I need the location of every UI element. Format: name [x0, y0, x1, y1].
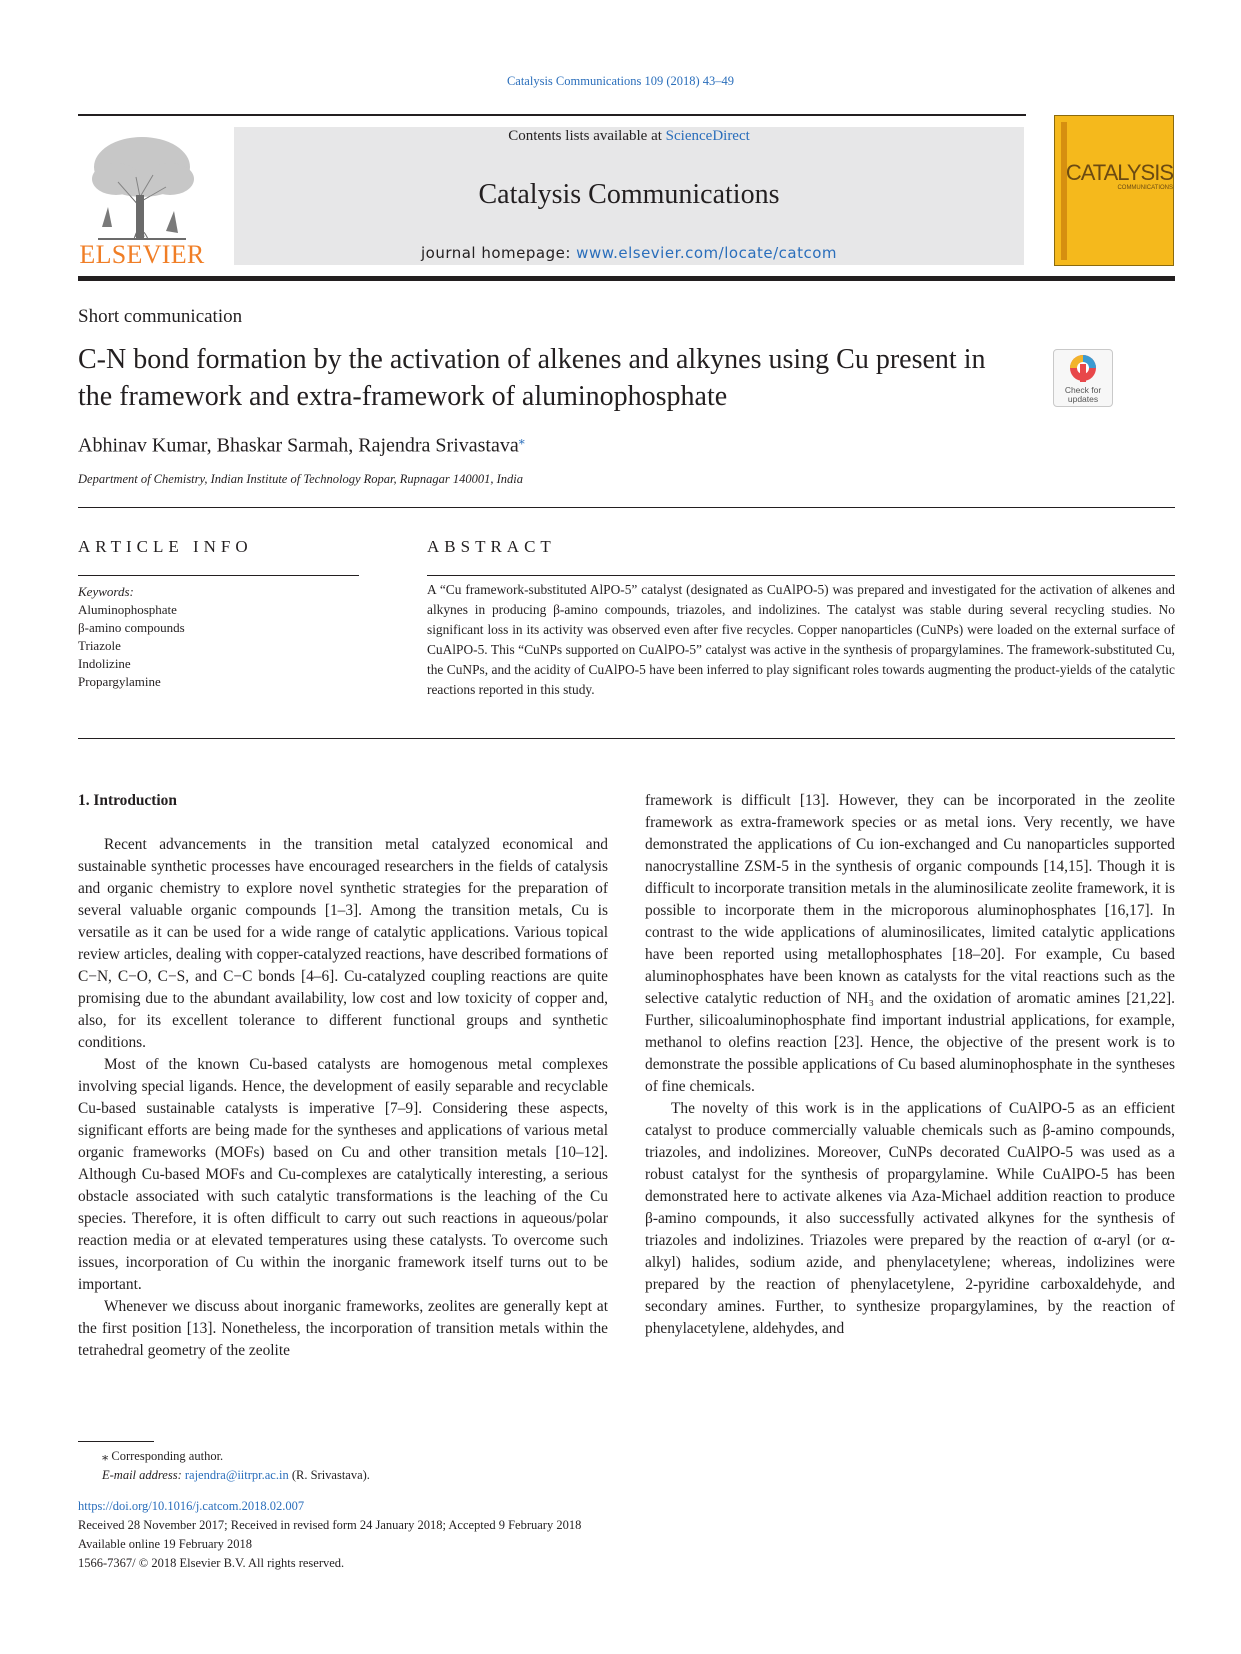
top-rule	[78, 114, 1026, 116]
footnote-mark: ⁎	[102, 1449, 109, 1463]
email-label: E-mail address:	[102, 1468, 185, 1482]
email-suffix: (R. Srivastava).	[288, 1468, 370, 1482]
abstract-text: A “Cu framework-substituted AlPO-5” catalyst (designated as CuAlPO-5) was prepared and investigated for the activation of alkenes and alkynes in producing β-amino compounds, triazoles, and indolizines. The catalyst was stable during several recycling studies. No significant loss in its activity was observed even after five recycles. Copper nanoparticles (CuNPs) were loaded on the external surface of CuAlPO-5. This “CuNPs supported on CuAlPO-5” catalyst was active in the synthesis of propargylamines. The framework-substituted Cu, the CuNPs, and the acidity of CuAlPO-5 have been inferred to play significant roles towards augmenting the product-yields of the catalytic reactions reported in this study.	[427, 582, 1175, 697]
body-column-left	[78, 790, 608, 1362]
check-for-updates-button[interactable]	[1053, 349, 1113, 407]
check-for-updates-label: Check for updates	[1064, 385, 1102, 404]
article-info-heading: ARTICLE INFO	[78, 537, 253, 556]
corresponding-text: Corresponding author.	[111, 1449, 224, 1463]
body-paragraph: Recent advancements in the transition metal catalyzed economical and sustainable synthetic processes have encouraged researchers in the fields of catalysis and organic chemistry to explore novel synthetic strategies for the preparation of several valuable organic compounds [1–3]. Among the transition metals, Cu is versatile as it can be used for a wide range of catalytic applications. Various topical review articles, dealing with copper-catalyzed reactions, have described formations of C−N, C−O, C−S, and C−C bonds [4–6]. Cu-catalyzed coupling reactions are quite promising due to the abundant availability, low cost and low toxicity of copper and, also, for its excellent tolerance to different functional groups and synthetic conditions.	[78, 836, 608, 1051]
section-heading: 1. Introduction	[78, 792, 177, 809]
authors-text: Abhinav Kumar, Bhaskar Sarmah, Rajendra Srivastava	[78, 434, 519, 457]
contents-line	[234, 127, 1024, 145]
available-online: Available online 19 February 2018	[78, 1537, 253, 1551]
keyword-item: Indolizine	[78, 656, 131, 671]
cover-subtitle: COMMUNICATIONS	[1117, 185, 1173, 191]
journal-homepage	[234, 244, 1024, 262]
footnote-rule	[78, 1441, 154, 1442]
abstract-rule	[427, 575, 1175, 576]
cover-title: CATALYSIS	[1065, 160, 1173, 185]
homepage-prefix: journal homepage:	[420, 244, 577, 262]
keywords-block	[78, 583, 185, 691]
email-link[interactable]: rajendra@iitrpr.ac.in	[184, 1468, 289, 1482]
divider-rule	[78, 738, 1175, 739]
corresponding-author-note	[78, 1447, 370, 1466]
body-column-right	[645, 790, 1175, 1340]
divider-rule	[78, 507, 1175, 508]
contents-prefix: Contents lists available at	[508, 128, 666, 144]
abstract-heading: ABSTRACT	[427, 537, 556, 556]
journal-header-box	[234, 127, 1024, 265]
article-metadata	[78, 1497, 581, 1573]
received-dates: Received 28 November 2017; Received in revised form 24 January 2018; Accepted 9 February 2018	[78, 1518, 582, 1532]
keyword-item: Aluminophosphate	[78, 602, 177, 617]
doi-link[interactable]: https://doi.org/10.1016/j.catcom.2018.02.007	[78, 1499, 305, 1513]
cover-stripe	[1061, 122, 1067, 260]
keyword-item: Propargylamine	[78, 674, 161, 689]
body-paragraph: Whenever we discuss about inorganic frameworks, zeolites are generally kept at the first position [13]. Nonetheless, the incorporation of transition metals within the tetrahedral geometry of the zeolite	[78, 1298, 608, 1359]
article-title: C-N bond formation by the activation of alkenes and alkynes using Cu present in the framework and extra-framework of aluminophosphate	[78, 344, 986, 412]
keywords-label: Keywords:	[78, 584, 134, 599]
article-type: Short communication	[78, 306, 243, 327]
corresponding-author-mark[interactable]: ⁎	[518, 433, 525, 447]
email-line	[78, 1466, 370, 1485]
affiliation: Department of Chemistry, Indian Institute of Technology Ropar, Rupnagar 140001, India	[78, 472, 524, 486]
sciencedirect-link[interactable]: ScienceDirect	[665, 128, 750, 144]
header-thick-rule	[78, 276, 1175, 281]
homepage-link[interactable]: www.elsevier.com/locate/catcom	[576, 244, 838, 262]
crossmark-icon	[1054, 350, 1112, 386]
copyright: 1566-7367/ © 2018 Elsevier B.V. All rights reserved.	[78, 1556, 345, 1570]
journal-title: Catalysis Communications	[478, 179, 780, 210]
author-list	[78, 433, 525, 458]
body-paragraph: Most of the known Cu-based catalysts are homogenous metal complexes involving special ligands. Hence, the development of easily separable and recyclable Cu-based sustainable catalysts is imperative [7–9]. Considering these aspects, significant efforts are being made for the syntheses and applications of various metal organic frameworks (MOFs) based on Cu and other transition metals [10–12]. Although Cu-based MOFs and Cu-complexes are catalytically interesting, a serious obstacle associated with such catalytic transformations is the leaching of the Cu species. Therefore, it is often difficult to carry out such reactions in aqueous/polar reaction media or at elevated temperatures using these catalysts. To overcome such issues, incorporation of Cu within the inorganic framework itself turns out to be important.	[78, 1056, 608, 1293]
elsevier-wordmark: ELSEVIER	[79, 240, 205, 269]
keyword-item: Triazole	[78, 638, 121, 653]
journal-citation[interactable]: Catalysis Communications 109 (2018) 43–49	[506, 74, 735, 88]
article-info-rule	[78, 575, 359, 576]
footnote	[78, 1447, 370, 1485]
journal-cover-thumbnail[interactable]	[1054, 115, 1174, 266]
keyword-item: β-amino compounds	[78, 620, 185, 635]
body-paragraph: The novelty of this work is in the applications of CuAlPO-5 as an efficient catalyst to produce commercially valuable chemicals such as β-amino compounds, triazoles, and indolizines. Moreover, CuNPs decorated CuAlPO-5 was used as a robust catalyst for the synthesis of propargylamine. While CuAlPO-5 has been demonstrated here to activate alkenes via Aza-Michael addition reaction to produce β-amino compounds, it also successfully activated alkynes for the synthesis of triazoles and indolizines. Triazoles were prepared by the reaction of α-aryl (or α-alkyl) halides, sodium azide, and phenylacetylene; whereas, indolizines were prepared by the reaction of phenylacetylene, 2-pyridine carboxaldehyde, and secondary amines. Further, to synthesize propargylamines, by the reaction of phenylacetylene, aldehydes, and	[645, 1100, 1175, 1337]
body-paragraph: framework is difficult [13]. However, they can be incorporated in the zeolite framework as extra-framework species or as metal ions. Very recently, we have demonstrated the applications of Cu ion-exchanged and Cu nanoparticles supported nanocrystalline ZSM-5 in the synthesis of organic compounds [14,15]. Though it is difficult to incorporate transition metals in the aluminosilicate zeolite framework, it is possible to incorporate them in the microporous aluminophosphates [16,17]. In contrast to the wide applications of aluminosilicates, limited catalytic applications have been reported using metallophosphates [18–20]. For example, Cu based aluminophosphates have been known as catalysts for the vital reactions such as the selective catalytic reduction of NH₃ and the oxidation of aromatic amines [21,22]. Further, silicoaluminophosphate find important industrial applications, for example, methanol to olefins reaction [23]. Hence, the objective of the present work is to demonstrate the possible applications of Cu based aluminophosphate in the syntheses of fine chemicals.	[645, 792, 1175, 1095]
